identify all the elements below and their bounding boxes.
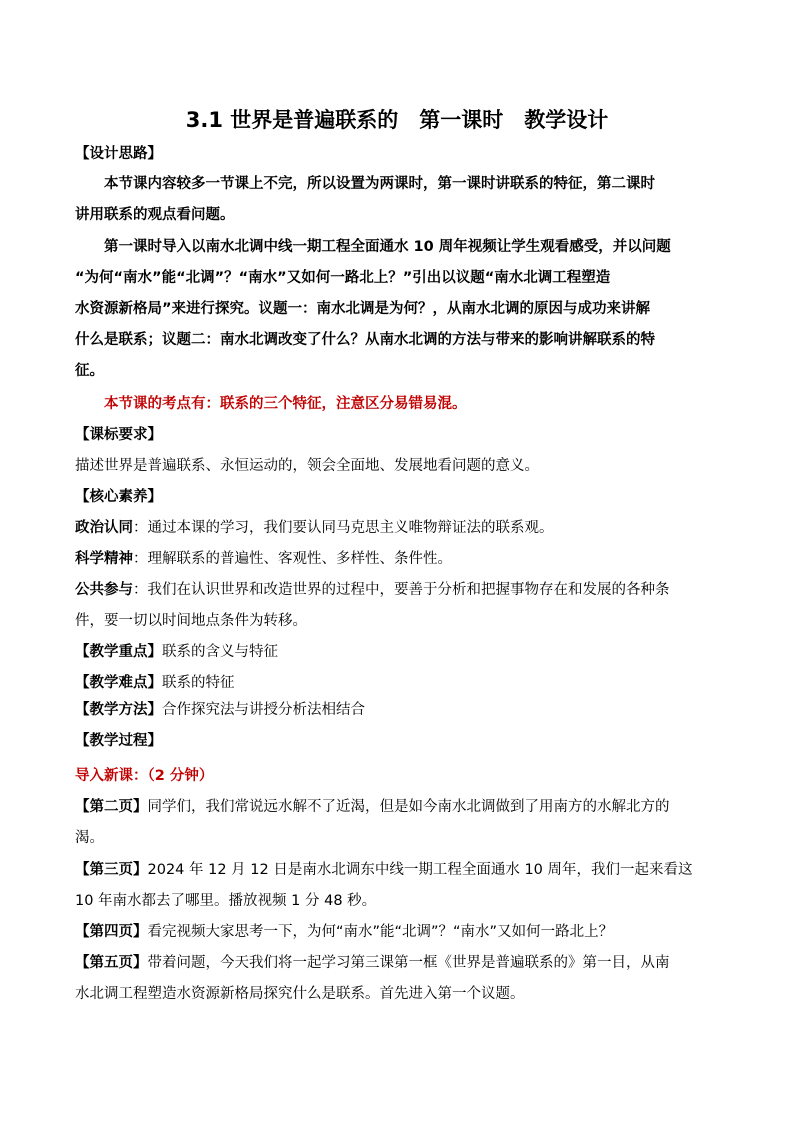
political-label: 政治认同 [75,520,133,536]
method-text: 合作探究法与讲授分析法相结合 [162,702,365,718]
paragraph-line: 10 年南水都去了哪里。播放视频 1 分 48 秒。 [75,893,377,909]
paragraph-line: 第一课时导入以南水北调中线一期工程全面通水 10 周年视频让学生观看感受，并以问题 [104,239,671,255]
intro-heading: 导入新课：（2 分钟） [75,768,214,784]
public-participation-line [75,580,725,600]
page5-text: 带着问题，今天我们将一起学习第三课第一框《世界是普遍联系的》第一目，从南 [147,955,670,971]
heading-core-literacy: 【核心素养】 [75,489,162,505]
teaching-difficulty-line [75,673,725,693]
political-identity-line [75,518,725,538]
paragraph-line: “为何“南水”能“北调”？“南水”又如何一路北上？”引出以议题“南水北调工程塑造 [75,270,611,286]
paragraph-line: 什么是联系；议题二：南水北调改变了什么？从南水北调的方法与带来的影响讲解联系的特 [75,332,655,348]
scientific-spirit-line [75,549,725,569]
page4-label: 【第四页】 [75,924,148,940]
method-label: 【教学方法】 [75,702,162,718]
paragraph-line: 水资源新格局”来进行探究。议题一：南水北调是为何？，从南水北调的原因与成功来讲解 [75,301,651,317]
page3-text: 2024 年 12 月 12 日是南水北调东中线一期工程全面通水 10 周年，我们一起来看这 [147,862,693,878]
political-text: ：通过本课的学习，我们要认同马克思主义唯物辩证法的联系观。 [133,520,554,536]
key-text: 联系的含义与特征 [162,644,278,660]
page5-label: 【第五页】 [75,955,148,971]
key-label: 【教学重点】 [75,644,162,660]
page3-label: 【第三页】 [75,862,148,878]
teaching-key-line [75,642,725,662]
page2-line [75,797,725,817]
paragraph-line: 讲用联系的观点看问题。 [75,207,235,223]
page4-text: 看完视频大家思考一下，为何“南水”能“北调”？“南水”又如何一路北上？ [147,924,614,940]
exam-points-note: 本节课的考点有：联系的三个特征，注意区分易错易混。 [104,396,467,412]
heading-teaching-process: 【教学过程】 [75,733,162,749]
difficulty-text: 联系的特征 [162,675,235,691]
page2-text: 同学们，我们常说远水解不了近渴，但是如今南水北调做到了用南方的水解北方的 [147,799,670,815]
paragraph-line: 本节课内容较多一节课上不完，所以设置为两课时，第一课时讲联系的特征，第二课时 [104,176,655,192]
teaching-method-line [75,700,725,720]
paragraph-line: 征。 [75,363,104,379]
page2-label: 【第二页】 [75,799,148,815]
curriculum-text: 描述世界是普遍联系、永恒运动的，领会全面地、发展地看问题的意义。 [75,458,539,474]
science-text: ：理解联系的普遍性、客观性、多样性、条件性。 [133,551,452,567]
paragraph-line: 水北调工程塑造水资源新格局探究什么是联系。首先进入第一个议题。 [75,986,525,1002]
paragraph-line: 件，要一切以时间地点条件为转移。 [75,613,307,629]
page4-line [75,922,725,942]
science-label: 科学精神 [75,551,133,567]
heading-curriculum-requirements: 【课标要求】 [75,427,162,443]
difficulty-label: 【教学难点】 [75,675,162,691]
public-label: 公共参与 [75,582,133,598]
page3-line [75,860,725,880]
page-title: 3.1 世界是普遍联系的 第一课时 教学设计 [185,108,609,132]
heading-design-thinking: 【设计思路】 [75,146,162,162]
public-text: ：我们在认识世界和改造世界的过程中，要善于分析和把握事物存在和发展的各种条 [133,582,670,598]
page5-line [75,953,725,973]
paragraph-line: 渴。 [75,830,104,846]
